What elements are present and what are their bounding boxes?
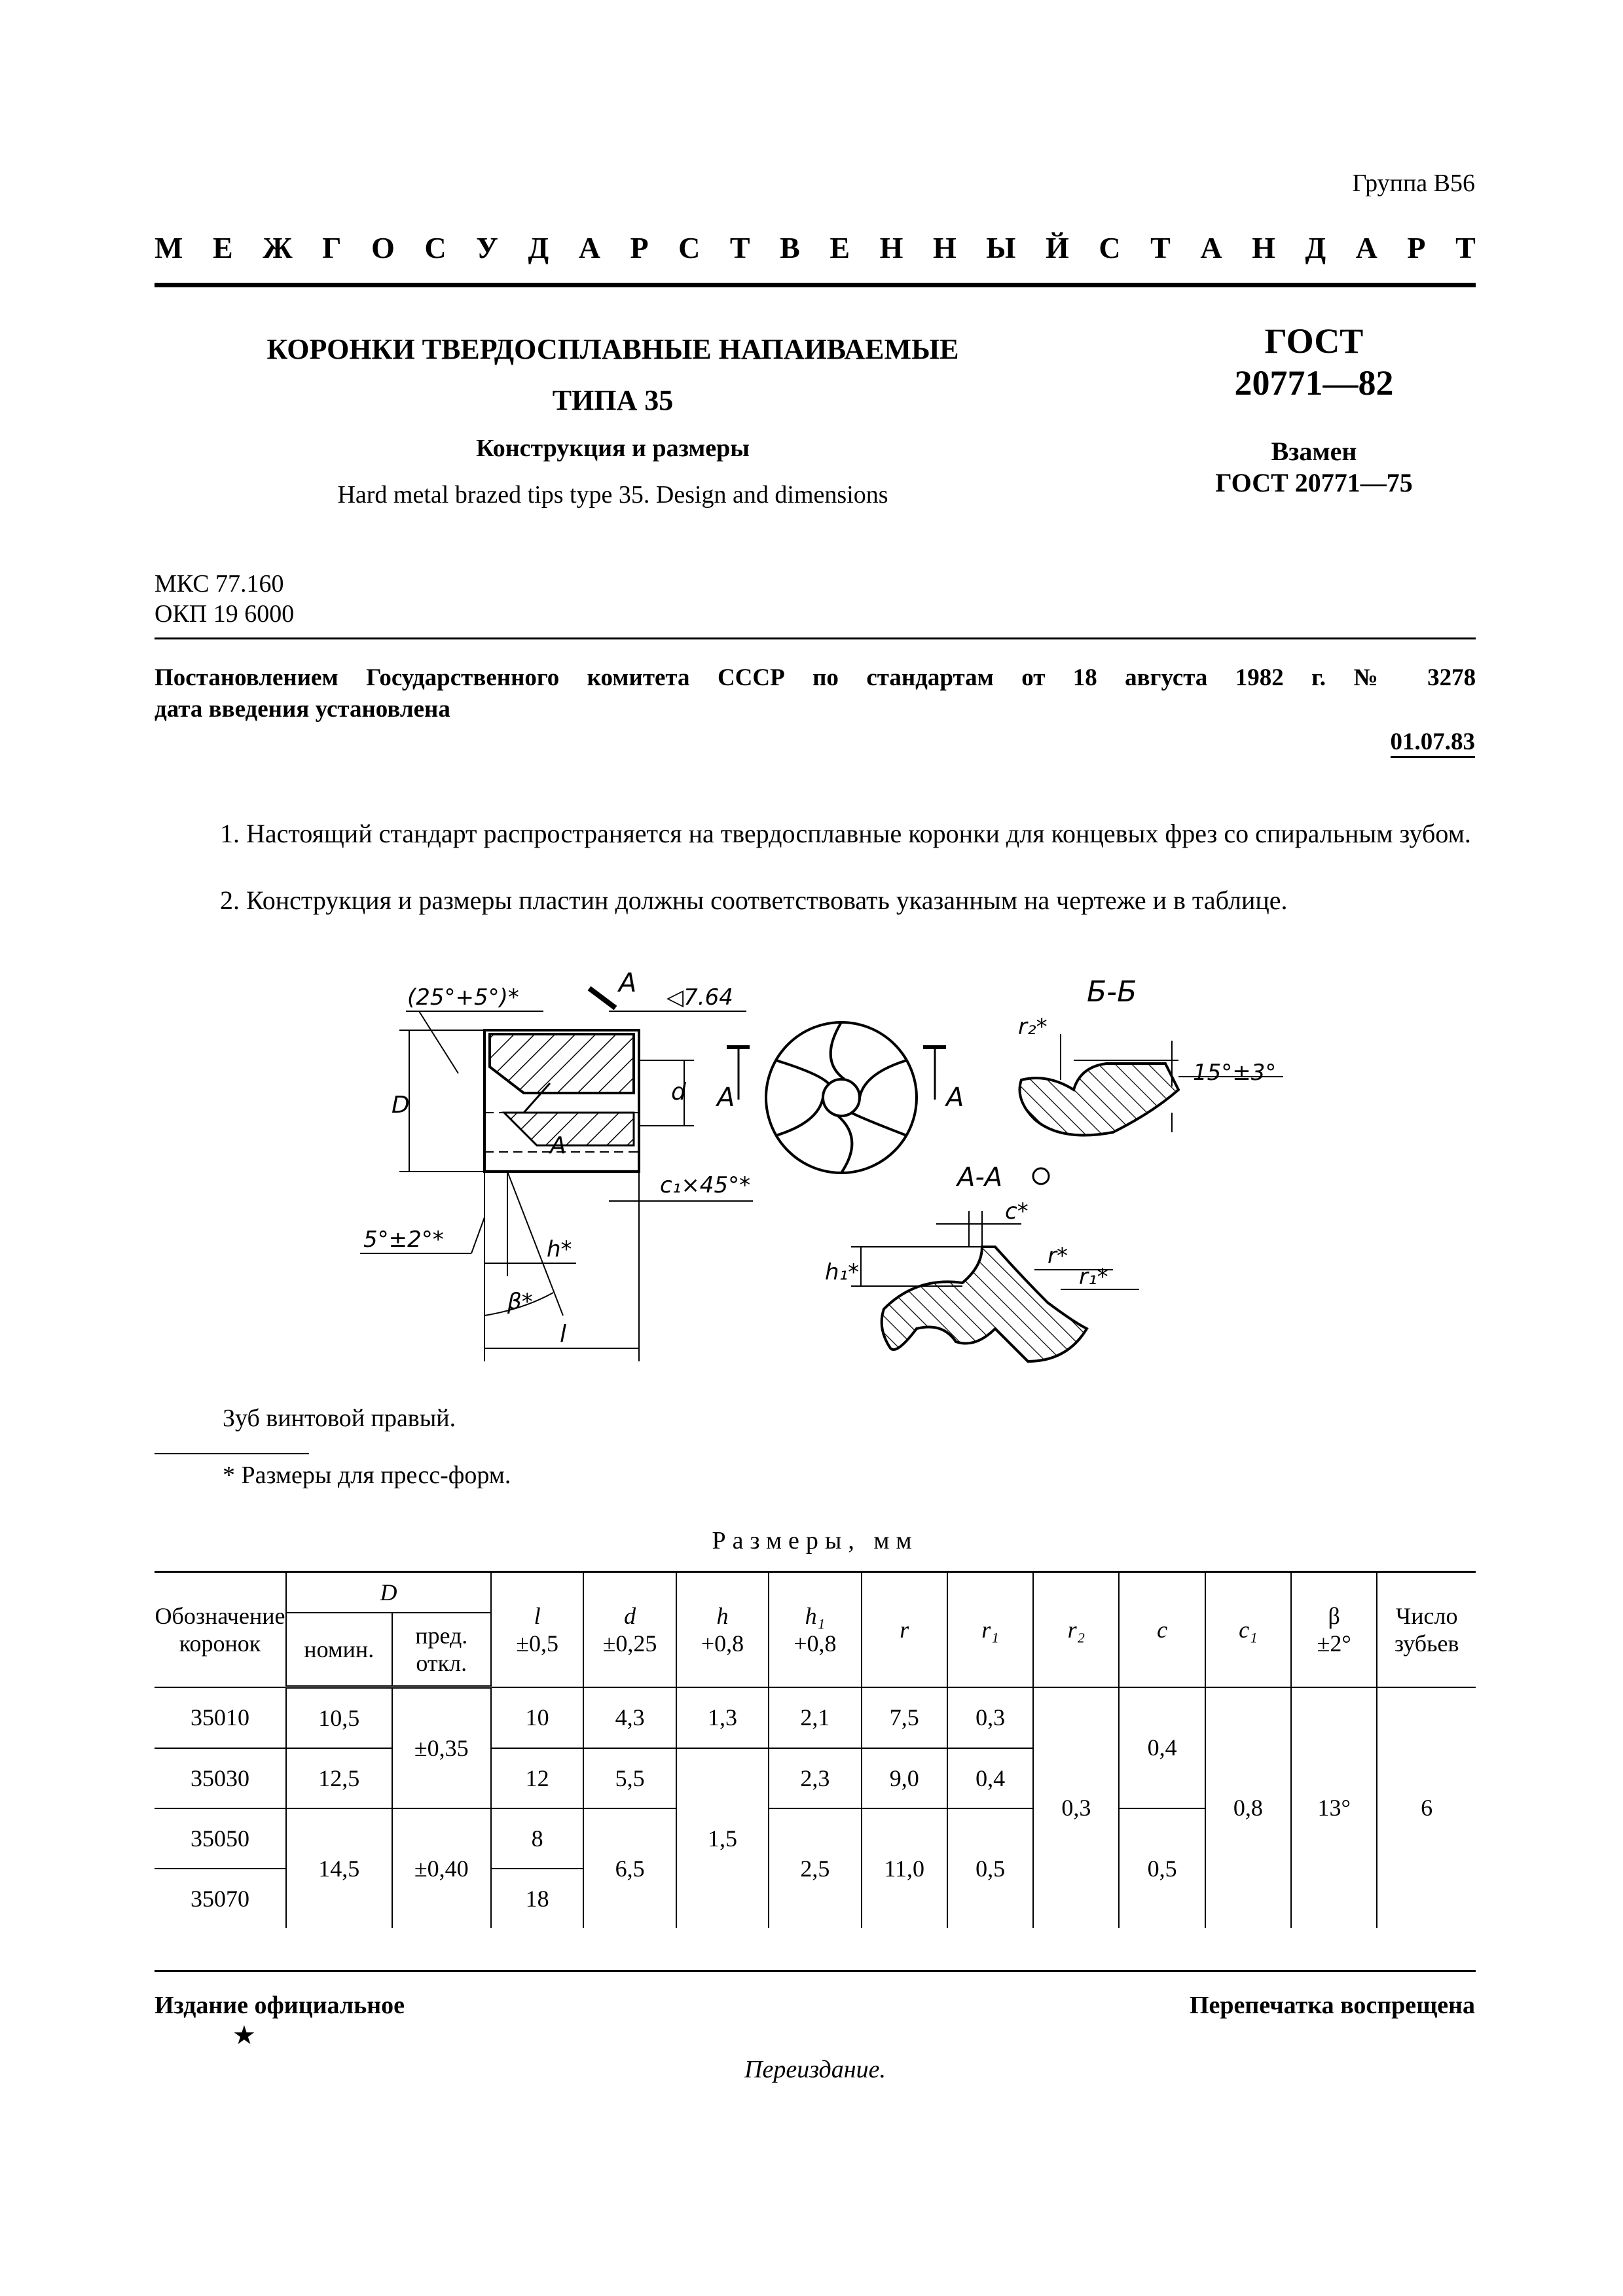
h1-label: h₁* (825, 1259, 860, 1285)
cell-h: 1,3 (676, 1687, 769, 1749)
paragraph-1: 1. Настоящий стандарт распространяется на твердосплавные коронки для концевых фрез со спиральным зубом. (220, 819, 1471, 848)
series-letter: Т (1150, 231, 1171, 264)
cell-code: 35030 (155, 1748, 286, 1808)
header-c1: c₁ (1205, 1572, 1291, 1687)
cell-code: 35070 (155, 1869, 286, 1928)
series-letter: О (371, 231, 395, 264)
chamfer-label: c₁×45°* (660, 1172, 751, 1198)
front-a-right-label: А (946, 1083, 964, 1113)
series-letter: Т (729, 231, 750, 264)
series-letter: А (1355, 231, 1377, 264)
replaces-number: ГОСТ 20771—75 (1215, 468, 1413, 497)
cell-h1: 2,5 (769, 1808, 861, 1928)
cell-c: 0,5 (1119, 1808, 1205, 1928)
r-label: r* (1048, 1243, 1068, 1269)
section-bb-label: Б-Б (1087, 975, 1137, 1009)
cell-r: 9,0 (862, 1748, 947, 1808)
group-code: Группа В56 (1352, 170, 1475, 197)
cell-beta: 13° (1291, 1687, 1377, 1929)
h-label: h* (547, 1236, 572, 1263)
header-r1: r₁ (947, 1572, 1033, 1687)
cell-h1: 2,3 (769, 1748, 861, 1808)
header-c: c (1119, 1572, 1205, 1687)
series-letter: Г (322, 231, 342, 264)
series-letter: С (1099, 231, 1121, 264)
angle-25-label: (25°+5°)* (407, 984, 519, 1011)
series-letter: Р (630, 231, 649, 264)
view-aa-label: А-А (957, 1162, 1003, 1193)
cell-teeth: 6 (1377, 1687, 1476, 1929)
cell-l: 8 (491, 1808, 583, 1869)
diameter-D-label: D (392, 1092, 410, 1119)
replaces-label: Взамен (1271, 437, 1357, 466)
tooth-note: Зуб винтовой правый. (223, 1405, 456, 1432)
series-letter: М (155, 231, 183, 264)
dimensions-table (155, 1571, 1476, 1928)
cell-D: 10,5 (286, 1687, 392, 1749)
series-letter: У (476, 231, 498, 264)
cell-r1: 0,3 (947, 1687, 1033, 1749)
star-icon: ★ (232, 2020, 256, 2050)
cell-r: 11,0 (862, 1808, 947, 1928)
footnote-rule (155, 1453, 309, 1454)
cell-dev: ±0,40 (392, 1808, 491, 1928)
cell-d: 4,3 (583, 1687, 676, 1749)
series-letter: Н (932, 231, 957, 264)
series-letter: С (424, 231, 447, 264)
cell-l: 10 (491, 1687, 583, 1749)
reissue-note: Переиздание. (744, 2056, 886, 2083)
series-letter: Т (1455, 231, 1476, 264)
cell-D: 12,5 (286, 1748, 392, 1808)
header-teeth: Число зубьев (1377, 1572, 1476, 1687)
section-a-inner-label: А (550, 1132, 566, 1159)
doc-subtitle: Конструкция и размеры (476, 435, 750, 462)
cell-dev: ±0,35 (392, 1687, 491, 1809)
decree-line2: дата введения установлена (155, 696, 450, 723)
header-r: r (862, 1572, 947, 1687)
mks-code: МКС 77.160 (155, 570, 284, 598)
doc-title-line2: ТИПА 35 (552, 384, 674, 416)
table-caption: Размеры, мм (712, 1527, 919, 1554)
series-letter: А (578, 231, 600, 264)
header-beta: β ±2° (1291, 1572, 1377, 1687)
cell-d: 5,5 (583, 1748, 676, 1808)
series-letter: Е (212, 231, 233, 264)
angle-5-label: 5°±2°* (363, 1227, 444, 1253)
series-letter: С (678, 231, 701, 264)
cell-l: 18 (491, 1869, 583, 1928)
cell-r1: 0,4 (947, 1748, 1033, 1808)
series-letter: Н (1252, 231, 1275, 264)
cell-l: 12 (491, 1748, 583, 1808)
taper-label: ◁7.64 (666, 984, 733, 1011)
cell-h: 1,5 (676, 1748, 769, 1928)
cell-r1: 0,5 (947, 1808, 1033, 1928)
series-letter: Е (830, 231, 850, 264)
gost-number: 20771—82 (1234, 363, 1394, 403)
series-letter: В (780, 231, 800, 264)
cell-D: 14,5 (286, 1808, 392, 1928)
series-letter: Н (879, 231, 903, 264)
series-letter: Д (1305, 231, 1326, 264)
series-letter: А (1200, 231, 1222, 264)
angle-15-label: 15°±3° (1193, 1060, 1277, 1086)
series-letter: Д (528, 231, 549, 264)
header-designation: Обозначение коронок (155, 1572, 286, 1687)
header-D-dev: пред. откл. (392, 1613, 491, 1687)
header-d: d ±0,25 (583, 1572, 676, 1687)
footer-official-edition: Издание официальное (155, 1992, 405, 2019)
cell-c1: 0,8 (1205, 1687, 1291, 1929)
r1-label: r₁* (1079, 1264, 1108, 1290)
cell-r: 7,5 (862, 1687, 947, 1749)
cell-d: 6,5 (583, 1808, 676, 1928)
decree-line1: Постановлением Государственного комитета СССР по стандартам от 18 августа 1982 г. № 3278 (155, 664, 1476, 691)
cell-c: 0,4 (1119, 1687, 1205, 1809)
gost-label: ГОСТ (1264, 321, 1364, 361)
section-a-label: А (619, 968, 637, 998)
doc-english-title: Hard metal brazed tips type 35. Design and dimensions (337, 481, 888, 509)
doc-title-line1: КОРОНКИ ТВЕРДОСПЛАВНЫЕ НАПАИВАЕМЫЕ (266, 333, 959, 365)
footer-reprint-prohibited: Перепечатка воспрещена (1189, 1992, 1475, 2019)
paragraph-2: 2. Конструкция и размеры пластин должны соответствовать указанным на чертеже и в таблице. (220, 886, 1288, 915)
beta-label: β* (507, 1289, 533, 1315)
header-h: h +0,8 (676, 1572, 769, 1687)
front-a-left-label: А (717, 1083, 735, 1113)
series-letter: Ы (986, 231, 1016, 264)
series-letter: Й (1045, 231, 1069, 264)
effective-date: 01.07.83 (1391, 728, 1476, 758)
header-h1: h₁ +0,8 (769, 1572, 861, 1687)
cell-code: 35010 (155, 1687, 286, 1749)
l-label: l (560, 1321, 567, 1348)
cell-r2: 0,3 (1033, 1687, 1119, 1929)
header-r2: r₂ (1033, 1572, 1119, 1687)
diameter-d-label: d (671, 1079, 686, 1105)
cell-code: 35050 (155, 1808, 286, 1869)
series-letter: Р (1407, 231, 1426, 264)
footer-rule (155, 1970, 1476, 1972)
okp-code: ОКП 19 6000 (155, 600, 295, 628)
r2-label: r₂* (1018, 1014, 1048, 1040)
header-D-nom: номин. (286, 1613, 392, 1687)
header-l: l ±0,5 (491, 1572, 583, 1687)
c-label: c* (1005, 1198, 1029, 1225)
cell-h1: 2,1 (769, 1687, 861, 1749)
header-D: D (286, 1572, 491, 1613)
footnote: * Размеры для пресс-форм. (223, 1462, 511, 1489)
series-letter: Ж (263, 231, 293, 264)
